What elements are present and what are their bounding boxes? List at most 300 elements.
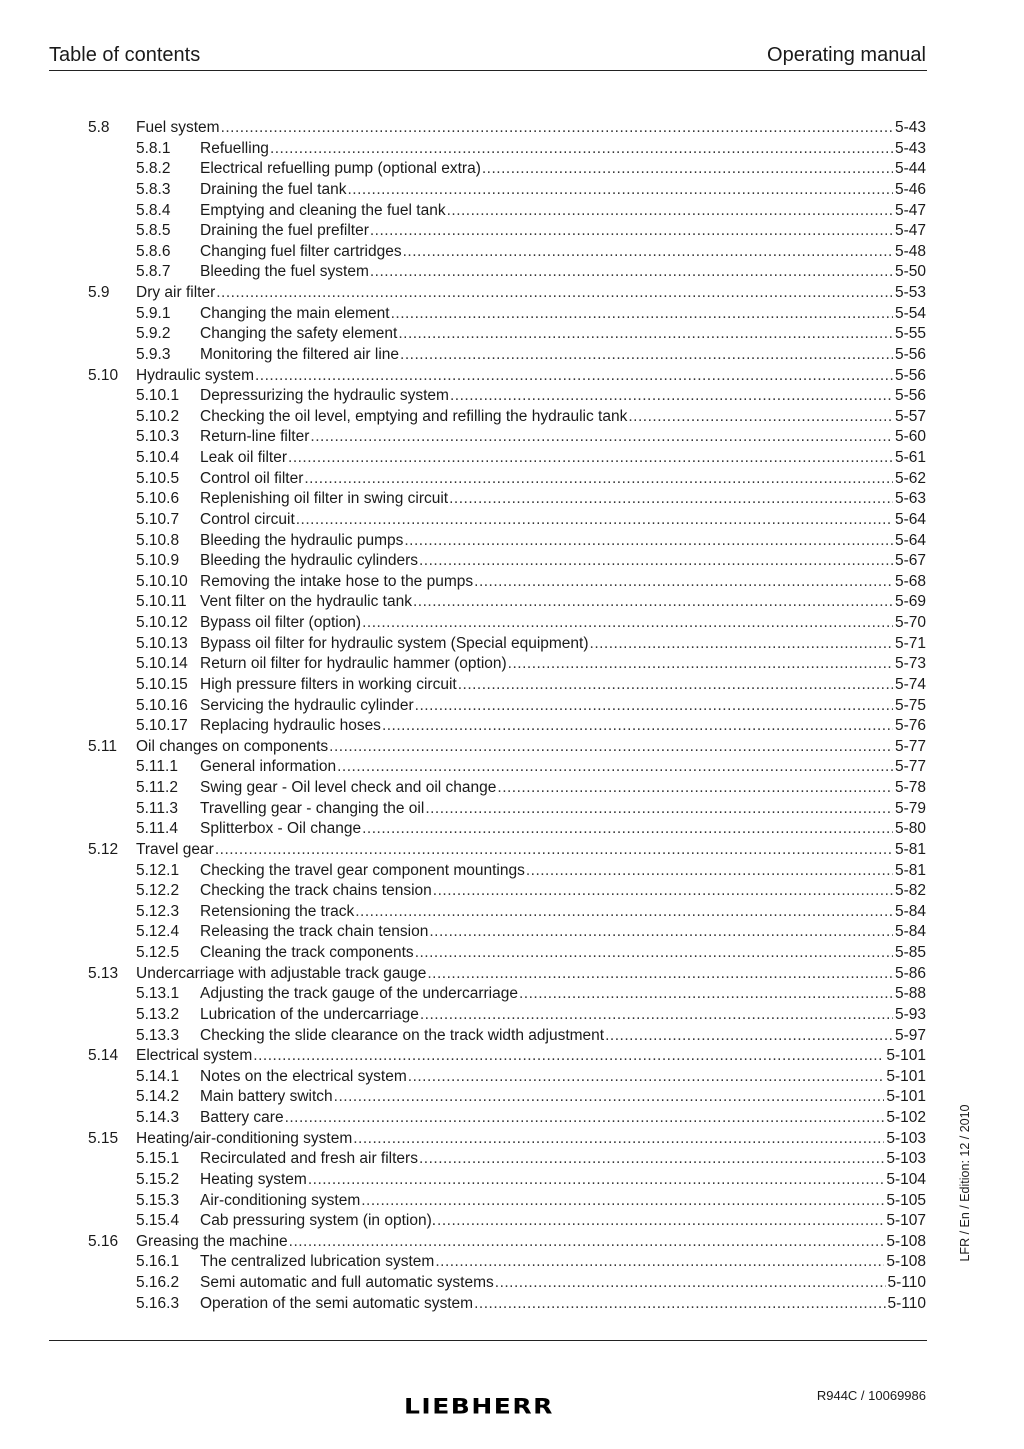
toc-subsection-entry[interactable]	[0, 716, 1024, 737]
toc-entry-title: Removing the intake hose to the pumps	[200, 572, 474, 590]
dot-leader	[288, 448, 893, 468]
toc-subsection-entry[interactable]	[0, 139, 1024, 160]
toc-subsection-entry[interactable]	[0, 799, 1024, 820]
toc-entry-page-number: 5-103	[886, 1150, 926, 1168]
toc-entry-number: 5.10.16	[136, 696, 188, 714]
dot-leader	[400, 345, 893, 365]
toc-entry-title: Main battery switch	[200, 1088, 333, 1106]
toc-entry-page-number: 5-85	[894, 944, 926, 961]
toc-entry-number: 5.10.6	[136, 490, 180, 508]
toc-subsection-entry[interactable]	[0, 1273, 1024, 1294]
toc-entry-line	[136, 1129, 926, 1149]
toc-entry-line	[200, 1191, 926, 1211]
toc-entry-page-number: 5-69	[894, 593, 926, 611]
toc-subsection-entry[interactable]	[0, 572, 1024, 593]
toc-entry-line	[200, 943, 926, 963]
toc-entry-page-number: 5-71	[894, 634, 926, 652]
dot-leader	[347, 180, 892, 200]
toc-entry-title: Air-conditioning system	[200, 1191, 361, 1209]
toc-entry-line	[200, 1211, 926, 1231]
toc-entry-title: Bypass oil filter (option)	[200, 614, 362, 631]
toc-entry-line	[200, 386, 926, 406]
toc-entry-number: 5.14.3	[136, 1109, 180, 1126]
edition-note	[958, 1095, 972, 1270]
toc-entry-line	[200, 221, 926, 241]
toc-entry-page-number: 5-77	[894, 737, 926, 755]
toc-entry-number: 5.8.3	[136, 180, 171, 198]
dot-leader	[334, 1087, 885, 1107]
toc-entry-line	[200, 1067, 926, 1087]
dot-leader	[508, 654, 893, 674]
toc-entry-page-number: 5-62	[894, 469, 926, 487]
toc-entry-line	[200, 427, 926, 447]
toc-entry-number: 5.12	[88, 840, 119, 858]
toc-entry-title: General information	[200, 758, 337, 776]
toc-entry-number: 5.10.10	[136, 572, 188, 590]
toc-entry-number: 5.12.1	[136, 861, 180, 879]
toc-entry-page-number: 5-73	[894, 655, 926, 673]
toc-entry-number: 5.10.14	[136, 655, 188, 673]
toc-entry-number: 5.12.5	[136, 944, 180, 961]
toc-subsection-entry[interactable]	[0, 386, 1024, 407]
toc-subsection-entry[interactable]	[0, 1108, 1024, 1129]
toc-subsection-entry[interactable]	[0, 531, 1024, 552]
toc-entry-line	[200, 1026, 926, 1046]
toc-entry-line	[200, 180, 926, 200]
toc-entry-number: 5.8.2	[136, 160, 171, 178]
toc-entry-line	[136, 840, 926, 860]
dot-leader	[474, 572, 893, 592]
liebherr-logo: LIEBHERR	[404, 1394, 554, 1419]
toc-entry-title: Control oil filter	[200, 469, 304, 487]
dot-leader	[628, 407, 893, 427]
toc-entry-number: 5.12.3	[136, 902, 180, 920]
toc-entry-number: 5.11.3	[136, 799, 178, 817]
toc-entry-number: 5.10.7	[136, 510, 180, 528]
dot-leader	[355, 902, 893, 922]
toc-entry-page-number: 5-78	[894, 779, 926, 796]
toc-entry-line	[200, 407, 926, 427]
toc-entry-number: 5.11	[88, 737, 118, 755]
toc-entry-number: 5.16.3	[136, 1294, 180, 1312]
toc-entry-title: The centralized lubrication system	[200, 1253, 435, 1271]
toc-entry-title: Checking the slide clearance on the track width adjustment	[200, 1026, 605, 1044]
toc-entry-number: 5.10.15	[136, 675, 188, 693]
toc-entry-page-number: 5-63	[894, 490, 926, 508]
dot-leader	[449, 489, 893, 509]
footer-divider	[49, 1340, 927, 1341]
toc-entry-line	[200, 242, 926, 262]
dot-leader	[221, 118, 893, 138]
toc-entry-line	[200, 757, 926, 777]
toc-entry-title: Changing the main element	[200, 304, 390, 322]
toc-subsection-entry[interactable]	[0, 592, 1024, 613]
toc-entry-page-number: 5-48	[894, 242, 926, 260]
toc-entry-line	[200, 634, 926, 654]
toc-entry-title: Notes on the electrical system	[200, 1067, 407, 1085]
toc-subsection-entry[interactable]	[0, 675, 1024, 696]
toc-entry-title: Lubrication of the undercarriage	[200, 1005, 419, 1023]
toc-subsection-entry[interactable]	[0, 159, 1024, 180]
toc-subsection-entry[interactable]	[0, 861, 1024, 882]
toc-entry-title: Changing fuel filter cartridges	[200, 242, 402, 260]
toc-entry-title: Vent filter on the hydraulic tank	[200, 593, 412, 611]
toc-entry-line	[200, 1108, 926, 1128]
dot-leader	[474, 1294, 885, 1314]
dot-leader	[310, 427, 893, 447]
toc-entry-number: 5.9.2	[136, 325, 171, 343]
toc-subsection-entry[interactable]	[0, 1191, 1024, 1212]
toc-subsection-entry[interactable]	[0, 262, 1024, 283]
toc-entry-title: Refuelling	[200, 139, 269, 157]
toc-entry-title: Oil changes on components	[136, 737, 329, 755]
toc-entry-number: 5.11.2	[136, 779, 178, 796]
toc-entry-line	[136, 283, 926, 303]
toc-entry-line	[200, 675, 926, 695]
toc-section-entry[interactable]	[0, 964, 1024, 985]
toc-entry-line	[200, 510, 926, 530]
toc-entry-line	[200, 902, 926, 922]
toc-entry-title: Draining the fuel tank	[200, 180, 347, 198]
dot-leader	[270, 139, 893, 159]
toc-entry-page-number: 5-53	[894, 284, 926, 301]
toc-entry-page-number: 5-68	[894, 572, 926, 590]
toc-subsection-entry[interactable]	[0, 902, 1024, 923]
toc-entry-page-number: 5-76	[894, 717, 926, 735]
toc-subsection-entry[interactable]	[0, 221, 1024, 242]
toc-entry-line	[200, 469, 926, 489]
document-reference: R944C / 10069986	[816, 1388, 926, 1403]
dot-leader	[605, 1026, 893, 1046]
toc-entry-title: Heating system	[200, 1170, 307, 1188]
dot-leader	[425, 799, 893, 819]
toc-entry-number: 5.13.2	[136, 1005, 180, 1023]
toc-entry-page-number: 5-61	[894, 449, 926, 466]
toc-entry-title: Servicing the hydraulic cylinder	[200, 696, 414, 714]
toc-subsection-entry[interactable]	[0, 1067, 1024, 1088]
toc-section-entry[interactable]	[0, 1046, 1024, 1067]
toc-entry-page-number: 5-110	[887, 1294, 926, 1312]
toc-entry-line	[200, 922, 926, 942]
toc-entry-page-number: 5-44	[894, 160, 926, 178]
toc-entry-title: Bypass oil filter for hydraulic system (Special equipment)	[200, 634, 589, 652]
toc-entry-page-number: 5-47	[894, 201, 926, 219]
toc-entry-title: Cleaning the track components	[200, 944, 414, 961]
toc-subsection-entry[interactable]	[0, 1252, 1024, 1273]
dot-leader	[590, 634, 893, 654]
toc-entry-number: 5.14	[88, 1047, 119, 1065]
toc-entry-page-number: 5-108	[886, 1253, 926, 1271]
toc-entry-line	[200, 262, 926, 282]
toc-entry-page-number: 5-88	[894, 985, 926, 1003]
toc-entry-line	[200, 551, 926, 571]
dot-leader	[255, 366, 893, 386]
toc-entry-number: 5.10.2	[136, 407, 180, 425]
toc-entry-number: 5.10.12	[136, 614, 188, 631]
toc-section-entry[interactable]	[0, 283, 1024, 304]
toc-entry-page-number: 5-43	[894, 139, 926, 157]
dot-leader	[391, 304, 893, 324]
toc-entry-line	[136, 118, 926, 138]
toc-entry-page-number: 5-81	[894, 861, 926, 879]
toc-entry-page-number: 5-43	[894, 119, 926, 136]
toc-subsection-entry[interactable]	[0, 1149, 1024, 1170]
toc-entry-title: Battery care	[200, 1109, 284, 1126]
toc-subsection-entry[interactable]	[0, 757, 1024, 778]
toc-entry-page-number: 5-101	[886, 1047, 926, 1065]
toc-subsection-entry[interactable]	[0, 881, 1024, 902]
toc-entry-line	[200, 139, 926, 159]
toc-entry-title: Emptying and cleaning the fuel tank	[200, 201, 446, 219]
toc-entry-line	[200, 324, 926, 344]
toc-entry-line	[136, 964, 926, 984]
toc-entry-title: Leak oil filter	[200, 449, 288, 466]
toc-entry-number: 5.15.1	[136, 1150, 180, 1168]
toc-entry-page-number: 5-82	[894, 882, 926, 900]
dot-leader	[415, 696, 893, 716]
toc-entry-title: Replacing hydraulic hoses	[200, 717, 381, 735]
dot-leader	[285, 1108, 885, 1128]
toc-entry-line	[136, 737, 926, 757]
toc-entry-title: Heating/air-conditioning system	[136, 1129, 353, 1147]
toc-subsection-entry[interactable]	[0, 551, 1024, 572]
toc-entry-line	[200, 696, 926, 716]
dot-leader	[403, 242, 893, 262]
toc-entry-page-number: 5-103	[886, 1129, 926, 1147]
toc-subsection-entry[interactable]	[0, 922, 1024, 943]
toc-entry-page-number: 5-55	[894, 325, 926, 343]
toc-entry-number: 5.15.4	[136, 1212, 180, 1230]
toc-entry-line	[200, 819, 926, 839]
toc-entry-title: Monitoring the filtered air line	[200, 345, 400, 363]
toc-entry-page-number: 5-105	[886, 1191, 926, 1209]
dot-leader	[329, 737, 893, 757]
toc-entry-title: Cab pressuring system (in option).	[200, 1212, 437, 1230]
dot-leader	[429, 922, 893, 942]
toc-subsection-entry[interactable]	[0, 654, 1024, 675]
toc-entry-page-number: 5-110	[887, 1274, 926, 1291]
toc-section-entry[interactable]	[0, 737, 1024, 758]
dot-leader	[458, 675, 893, 695]
toc-entry-number: 5.10.9	[136, 552, 180, 570]
toc-subsection-entry[interactable]	[0, 1005, 1024, 1026]
toc-section-entry[interactable]	[0, 1232, 1024, 1253]
toc-entry-number: 5.9.3	[136, 345, 171, 363]
toc-entry-number: 5.8	[88, 119, 110, 136]
toc-entry-number: 5.11.1	[136, 758, 178, 776]
toc-entry-line	[136, 1232, 926, 1252]
toc-entry-page-number: 5-56	[894, 345, 926, 363]
toc-subsection-entry[interactable]	[0, 1087, 1024, 1108]
toc-entry-title: Checking the oil level, emptying and refilling the hydraulic tank	[200, 407, 628, 425]
toc-entry-number: 5.10	[88, 366, 119, 384]
toc-entry-line	[200, 201, 926, 221]
toc-entry-line	[200, 654, 926, 674]
toc-entry-line	[200, 572, 926, 592]
toc-entry-number: 5.10.3	[136, 428, 180, 446]
toc-subsection-entry[interactable]	[0, 1294, 1024, 1315]
toc-entry-page-number: 5-74	[894, 675, 926, 693]
toc-entry-page-number: 5-64	[894, 510, 926, 528]
toc-entry-title: Electrical refuelling pump (optional extra)	[200, 160, 481, 178]
toc-entry-line	[200, 531, 926, 551]
toc-entry-line	[200, 1273, 926, 1293]
toc-entry-number: 5.10.1	[136, 387, 180, 405]
dot-leader	[337, 757, 893, 777]
toc-subsection-entry[interactable]	[0, 696, 1024, 717]
toc-entry-number: 5.12.4	[136, 923, 180, 941]
toc-entry-number: 5.10.17	[136, 717, 188, 735]
toc-subsection-entry[interactable]	[0, 613, 1024, 634]
toc-entry-number: 5.10.4	[136, 449, 180, 466]
toc-entry-page-number: 5-70	[894, 614, 926, 631]
toc-entry-title: Bleeding the hydraulic pumps	[200, 531, 404, 549]
toc-entry-page-number: 5-84	[894, 923, 926, 941]
dot-leader	[362, 613, 893, 633]
toc-subsection-entry[interactable]	[0, 778, 1024, 799]
toc-entry-number: 5.10.5	[136, 469, 180, 487]
toc-entry-title: Bleeding the fuel system	[200, 263, 369, 281]
toc-subsection-entry[interactable]	[0, 469, 1024, 490]
toc-entry-page-number: 5-86	[894, 964, 926, 982]
dot-leader	[296, 510, 893, 530]
dot-leader	[362, 819, 893, 839]
toc-entry-title: Electrical system	[136, 1047, 253, 1065]
toc-entry-line	[200, 304, 926, 324]
toc-entry-page-number: 5-107	[886, 1212, 926, 1230]
toc-entry-line	[200, 1149, 926, 1169]
toc-entry-page-number: 5-77	[894, 758, 926, 776]
toc-entry-page-number: 5-57	[894, 407, 926, 425]
toc-entry-line	[200, 489, 926, 509]
dot-leader	[450, 386, 893, 406]
toc-entry-title: Return-line filter	[200, 428, 310, 446]
toc-subsection-entry[interactable]	[0, 819, 1024, 840]
toc-entry-page-number: 5-47	[894, 222, 926, 240]
dot-leader	[427, 964, 893, 984]
dot-leader	[382, 716, 893, 736]
toc-entry-number: 5.15.3	[136, 1191, 180, 1209]
table-of-contents	[0, 118, 1024, 1314]
toc-entry-line	[200, 613, 926, 633]
toc-entry-number: 5.8.6	[136, 242, 171, 260]
toc-entry-number: 5.13.1	[136, 985, 180, 1003]
toc-entry-title: Greasing the machine	[136, 1232, 288, 1250]
dot-leader	[497, 778, 893, 798]
toc-entry-number: 5.10.13	[136, 634, 188, 652]
toc-subsection-entry[interactable]	[0, 1211, 1024, 1232]
toc-entry-page-number: 5-60	[894, 428, 926, 446]
dot-leader	[433, 881, 893, 901]
toc-entry-title: Retensioning the track	[200, 902, 355, 920]
toc-entry-title: Semi automatic and full automatic systems	[200, 1274, 494, 1291]
toc-section-entry[interactable]	[0, 840, 1024, 861]
toc-subsection-entry[interactable]	[0, 324, 1024, 345]
toc-entry-number: 5.10.8	[136, 531, 180, 549]
toc-entry-number: 5.15	[88, 1129, 119, 1147]
toc-entry-page-number: 5-79	[894, 799, 926, 817]
toc-entry-line	[200, 345, 926, 365]
toc-entry-number: 5.13.3	[136, 1026, 180, 1044]
toc-subsection-entry[interactable]	[0, 242, 1024, 263]
toc-entry-line	[136, 366, 926, 386]
toc-entry-number: 5.9	[88, 284, 110, 301]
edition-note-text: LFR / En / Edition: 12 / 2010	[958, 1103, 972, 1262]
toc-subsection-entry[interactable]	[0, 180, 1024, 201]
toc-entry-number: 5.9.1	[136, 304, 171, 322]
toc-entry-page-number: 5-97	[894, 1026, 926, 1044]
toc-entry-title: Depressurizing the hydraulic system	[200, 387, 449, 405]
toc-entry-number: 5.10.11	[136, 593, 187, 611]
toc-entry-title: Adjusting the track gauge of the undercarriage	[200, 985, 518, 1003]
dot-leader	[447, 201, 893, 221]
toc-subsection-entry[interactable]	[0, 304, 1024, 325]
toc-section-entry[interactable]	[0, 118, 1024, 139]
toc-entry-page-number: 5-75	[894, 696, 926, 714]
toc-entry-number: 5.16.1	[136, 1253, 180, 1271]
dot-leader	[437, 1211, 884, 1231]
toc-entry-title: Control circuit	[200, 510, 295, 528]
toc-entry-title: Checking the travel gear component mountings	[200, 861, 525, 879]
toc-subsection-entry[interactable]	[0, 345, 1024, 366]
toc-entry-line	[200, 1170, 926, 1190]
toc-entry-number: 5.12.2	[136, 882, 180, 900]
toc-entry-page-number: 5-54	[894, 304, 926, 322]
toc-section-entry[interactable]	[0, 1129, 1024, 1150]
dot-leader	[413, 592, 893, 612]
toc-subsection-entry[interactable]	[0, 984, 1024, 1005]
toc-subsection-entry[interactable]	[0, 427, 1024, 448]
toc-entry-page-number: 5-101	[886, 1067, 926, 1085]
header-divider	[49, 70, 927, 71]
toc-entry-title: Undercarriage with adjustable track gauge	[136, 964, 427, 982]
toc-subsection-entry[interactable]	[0, 201, 1024, 222]
dot-leader	[419, 1149, 884, 1169]
dot-leader	[304, 469, 893, 489]
toc-section-entry[interactable]	[0, 366, 1024, 387]
dot-leader	[361, 1191, 884, 1211]
toc-entry-line	[200, 716, 926, 736]
dot-leader	[216, 283, 893, 303]
dot-leader	[253, 1046, 884, 1066]
toc-subsection-entry[interactable]	[0, 943, 1024, 964]
toc-subsection-entry[interactable]	[0, 1026, 1024, 1047]
toc-entry-page-number: 5-67	[894, 552, 926, 570]
toc-entry-page-number: 5-93	[894, 1005, 926, 1023]
toc-subsection-entry[interactable]	[0, 634, 1024, 655]
toc-entry-page-number: 5-46	[894, 180, 926, 198]
dot-leader	[419, 551, 893, 571]
toc-entry-title: Changing the safety element	[200, 325, 398, 343]
toc-subsection-entry[interactable]	[0, 1170, 1024, 1191]
toc-subsection-entry[interactable]	[0, 510, 1024, 531]
toc-entry-title: Dry air filter	[136, 284, 216, 301]
dot-leader	[495, 1273, 886, 1293]
toc-subsection-entry[interactable]	[0, 489, 1024, 510]
dot-leader	[420, 1005, 893, 1025]
toc-subsection-entry[interactable]	[0, 448, 1024, 469]
toc-entry-number: 5.14.1	[136, 1067, 180, 1085]
toc-entry-page-number: 5-50	[894, 263, 926, 281]
toc-entry-title: Travelling gear - changing the oil	[200, 799, 425, 817]
header-document-type: Operating manual	[767, 44, 926, 66]
toc-entry-line	[200, 1087, 926, 1107]
toc-entry-page-number: 5-64	[894, 531, 926, 549]
toc-entry-number: 5.8.7	[136, 263, 171, 281]
toc-entry-number: 5.11.4	[136, 820, 178, 838]
toc-entry-line	[200, 448, 926, 468]
toc-subsection-entry[interactable]	[0, 407, 1024, 428]
